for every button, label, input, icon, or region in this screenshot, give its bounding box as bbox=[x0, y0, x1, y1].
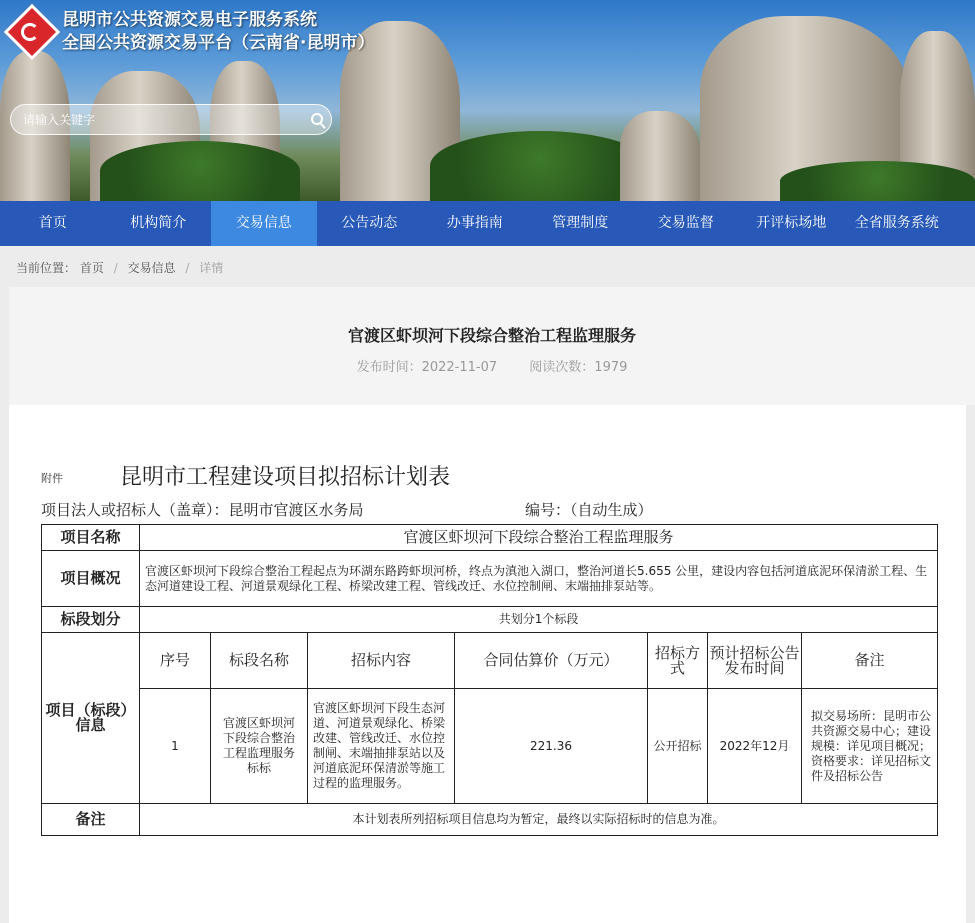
site-logo-mark-icon bbox=[21, 23, 39, 41]
header-remark: 备注 bbox=[802, 633, 938, 689]
breadcrumb-prefix: 当前位置： bbox=[16, 261, 77, 275]
table-row bbox=[42, 551, 938, 607]
table-row bbox=[42, 525, 938, 551]
row-content: 官渡区虾坝河下段生态河道、河道景观绿化、桥梁改建、管线改迁、水位控制闸、末端抽排泵站以及河道底泥环保清淤等施工过程的监理服务。 bbox=[308, 689, 455, 804]
attachment-label: 附件 bbox=[41, 472, 63, 485]
nav-item-supervision[interactable]: 交易监督 bbox=[657, 215, 714, 231]
header-name: 标段名称 bbox=[211, 633, 308, 689]
search-icon[interactable] bbox=[311, 113, 323, 125]
breadcrumb-current: 详情 bbox=[199, 261, 224, 275]
breadcrumb-separator: / bbox=[113, 261, 118, 275]
publish-time: 发布时间：2022-11-07 bbox=[356, 360, 498, 375]
nav-item-province[interactable]: 全省服务系统 bbox=[854, 215, 939, 231]
header-seq: 序号 bbox=[140, 633, 211, 689]
document-code: 编号：（自动生成） bbox=[525, 501, 653, 519]
banner-scenery bbox=[430, 131, 650, 201]
row-seq: 1 bbox=[140, 689, 211, 804]
plan-table bbox=[41, 524, 938, 836]
read-count: 阅读次数：1979 bbox=[529, 360, 628, 375]
article-meta bbox=[9, 356, 975, 375]
section-value: 共划分1个标段 bbox=[140, 607, 938, 633]
header-banner bbox=[0, 0, 975, 201]
banner-scenery bbox=[100, 141, 300, 201]
site-title-line1: 昆明市公共资源交易电子服务系统 bbox=[62, 10, 317, 30]
note-value: 本计划表所列招标项目信息均为暂定，最终以实际招标时的信息为准。 bbox=[140, 804, 938, 836]
row-publish: 2022年12月 bbox=[708, 689, 802, 804]
section-label: 标段划分 bbox=[42, 607, 140, 633]
banner-scenery bbox=[620, 111, 700, 201]
row-remark: 拟交易场所：昆明市公共资源交易中心；建设规模：详见项目概况；资格要求：详见招标文件及招标公告 bbox=[802, 689, 938, 804]
row-method: 公开招标 bbox=[648, 689, 708, 804]
table-row bbox=[42, 804, 938, 836]
site-title-line2: 全国公共资源交易平台（云南省·昆明市） bbox=[62, 33, 375, 53]
breadcrumb-trade-info[interactable]: 交易信息 bbox=[127, 261, 176, 275]
header-content: 招标内容 bbox=[308, 633, 455, 689]
search-box bbox=[10, 104, 332, 135]
project-overview: 官渡区虾坝河下段综合整治工程起点为环湖东路跨虾坝河桥，终点为滇池入湖口，整治河道长5.655 公里，建设内容包括河道底泥环保清淤工程、生态河道建设工程、河道景观绿化工程、桥梁改建工程、管线改迁、水位控制闸、末端抽排泵站等。 bbox=[140, 551, 938, 607]
breadcrumb bbox=[16, 259, 223, 276]
header-price: 合同估算价（万元） bbox=[455, 633, 648, 689]
search-input[interactable] bbox=[23, 110, 303, 130]
main-nav bbox=[0, 201, 975, 246]
breadcrumb-separator: / bbox=[185, 261, 190, 275]
note-label: 备注 bbox=[42, 804, 140, 836]
document-title: 昆明市工程建设项目拟招标计划表 bbox=[120, 465, 451, 490]
banner-scenery bbox=[780, 161, 975, 201]
overview-label: 项目概况 bbox=[42, 551, 140, 607]
info-label: 项目（标段）信息 bbox=[42, 633, 140, 804]
table-row bbox=[42, 689, 938, 804]
nav-item-venues[interactable]: 开评标场地 bbox=[756, 215, 827, 231]
header-publish: 预计招标公告发布时间 bbox=[708, 633, 802, 689]
site-title bbox=[62, 9, 374, 55]
nav-item-announcements[interactable]: 公告动态 bbox=[341, 215, 398, 231]
header-method: 招标方式 bbox=[648, 633, 708, 689]
table-row bbox=[42, 607, 938, 633]
project-name-label: 项目名称 bbox=[42, 525, 140, 551]
row-name: 官渡区虾坝河下段综合整治工程监理服务标标 bbox=[211, 689, 308, 804]
row-price: 221.36 bbox=[455, 689, 648, 804]
table-row bbox=[42, 633, 938, 689]
nav-item-trade-info[interactable]: 交易信息 bbox=[211, 201, 317, 246]
document-owner: 项目法人或招标人（盖章）：昆明市官渡区水务局 bbox=[41, 501, 364, 519]
article-title: 官渡区虾坝河下段综合整治工程监理服务 bbox=[347, 326, 636, 345]
project-name: 官渡区虾坝河下段综合整治工程监理服务 bbox=[140, 525, 938, 551]
breadcrumb-home[interactable]: 首页 bbox=[79, 261, 104, 275]
article-header bbox=[9, 287, 975, 405]
nav-item-home[interactable]: 首页 bbox=[38, 215, 67, 231]
nav-item-guide[interactable]: 办事指南 bbox=[446, 215, 503, 231]
nav-item-regulations[interactable]: 管理制度 bbox=[552, 215, 609, 231]
nav-item-about[interactable]: 机构简介 bbox=[130, 215, 187, 231]
